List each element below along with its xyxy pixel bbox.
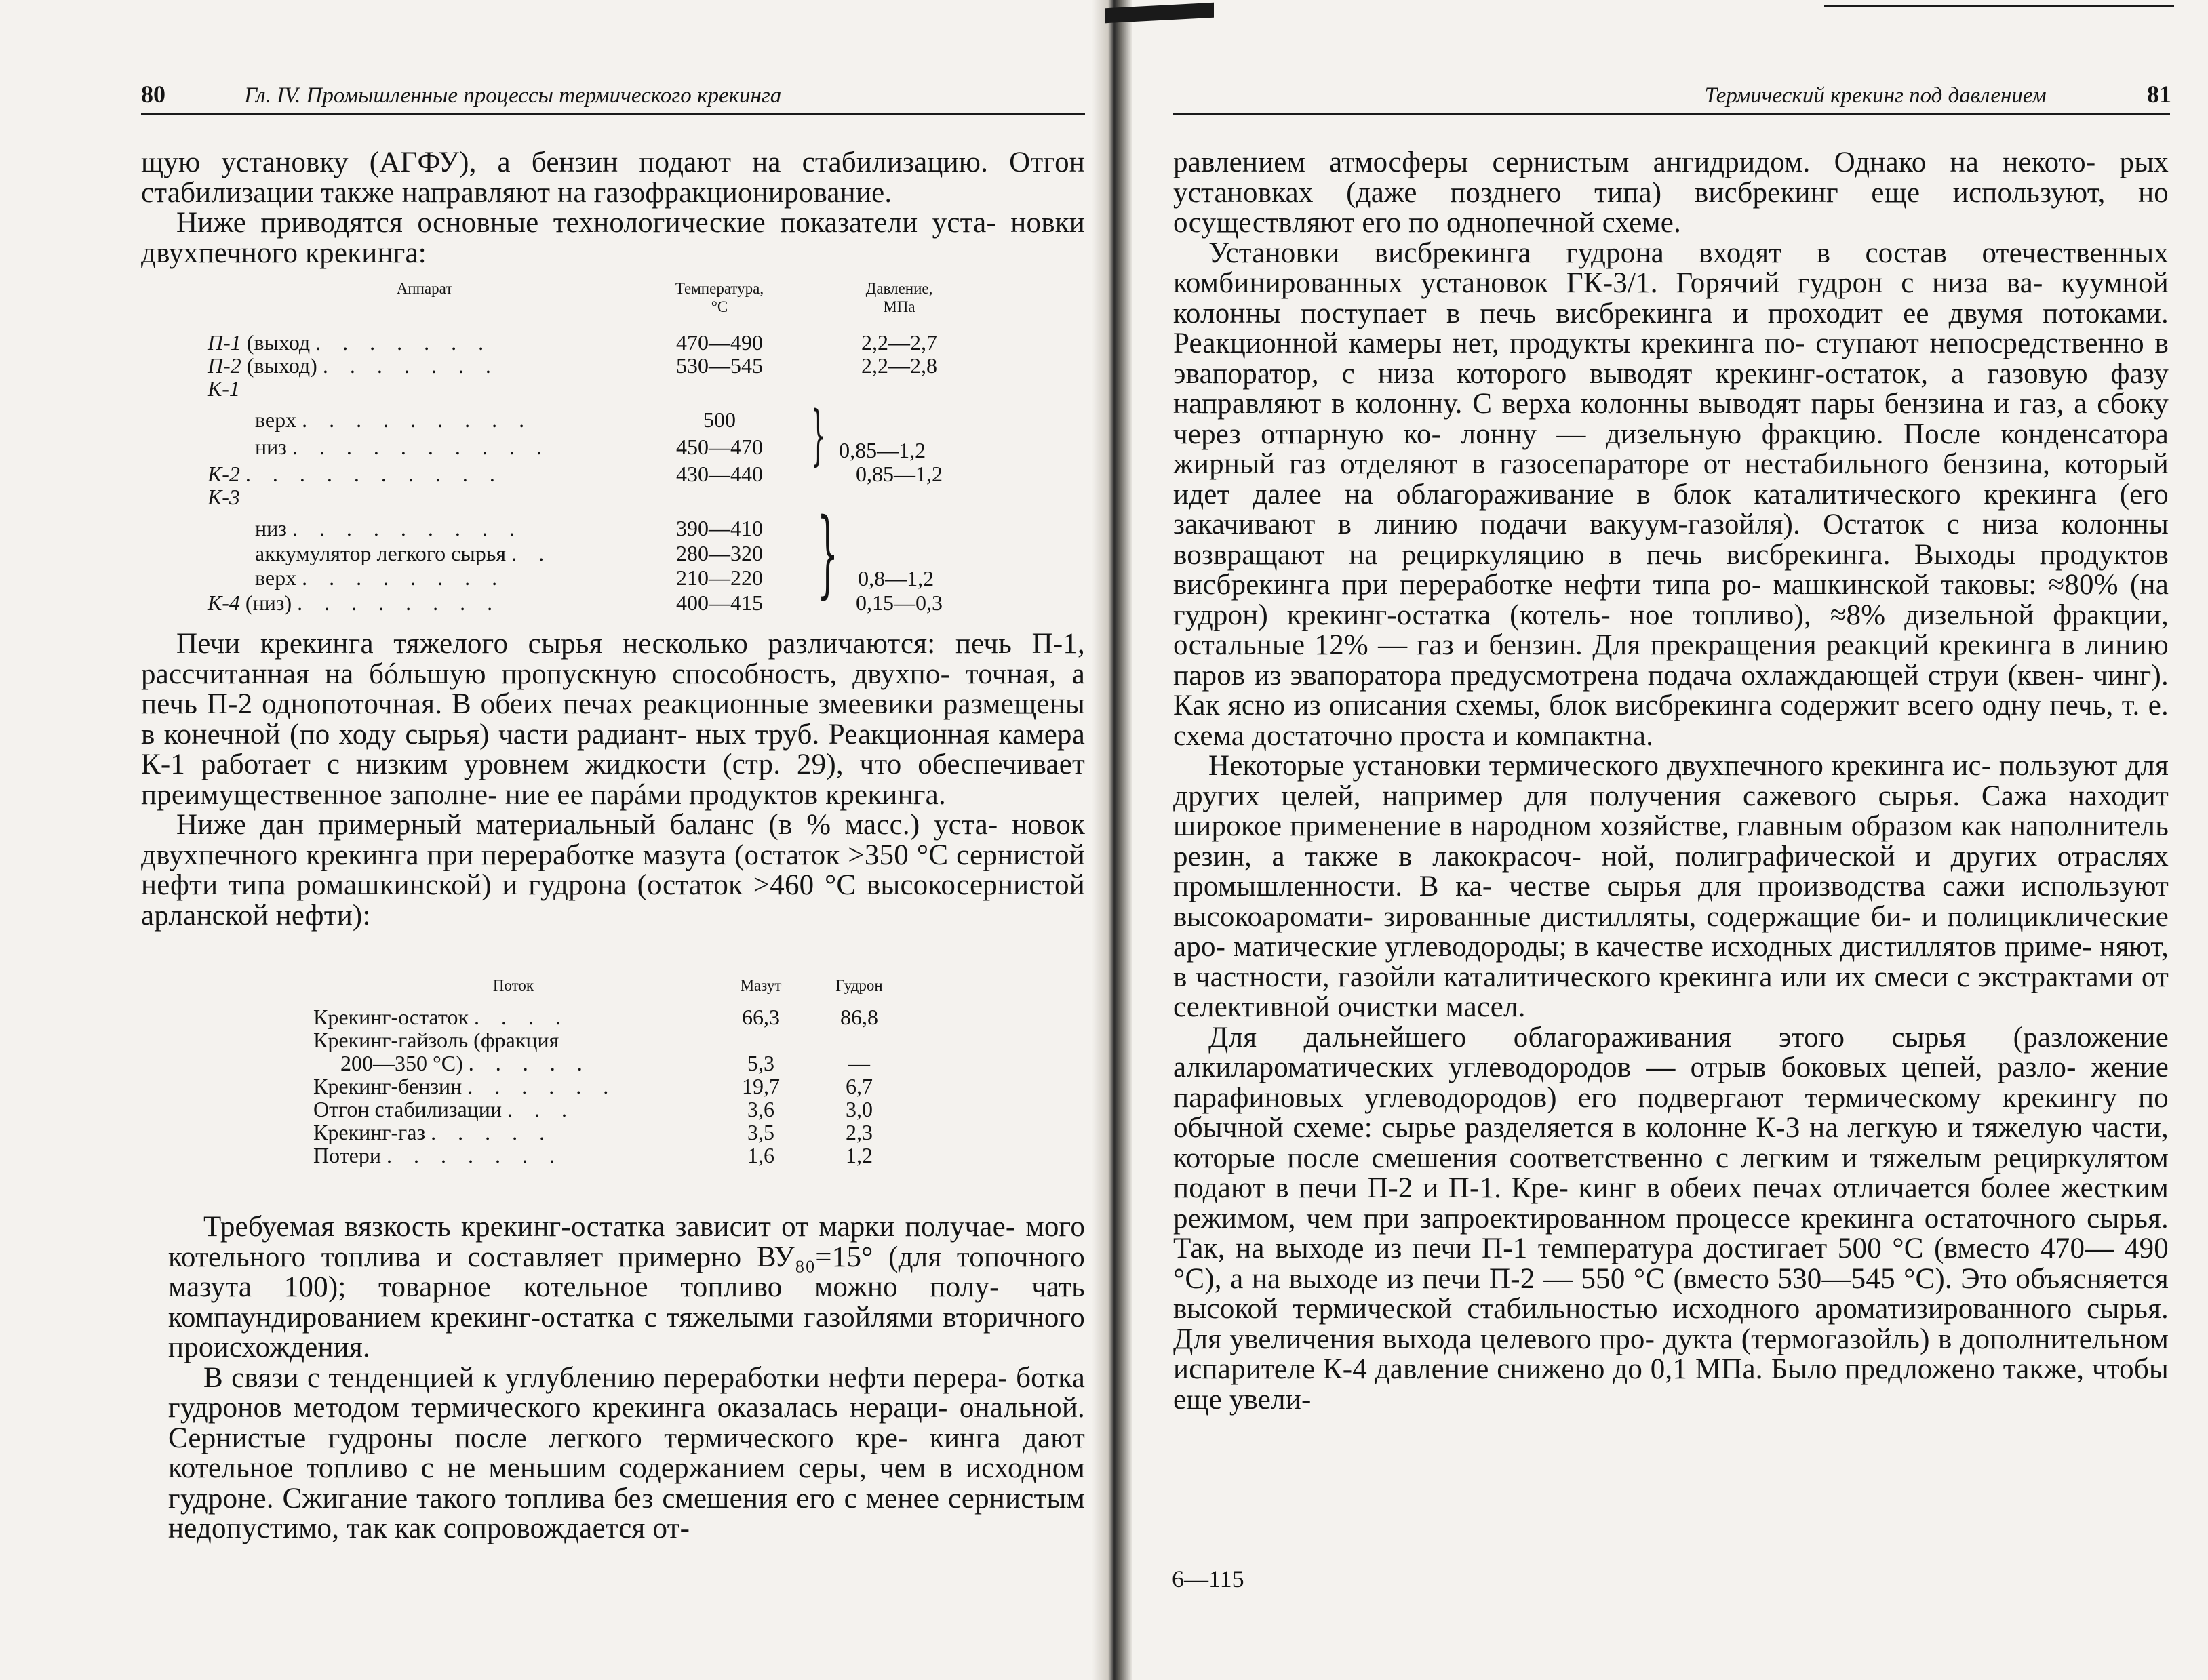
apparatus-code: П-1 (208, 330, 241, 355)
left-header (141, 80, 1084, 108)
gudron-cell: 6,7 (846, 1074, 873, 1098)
text-line: Ниже приводятся основные технологические показатели уста- (176, 207, 996, 239)
text-line: его с менее сернистым недопустимо, так как сопровождается от- (168, 1482, 1085, 1544)
text-line: В связи с тенденцией к углублению переработки нефти перера- (203, 1361, 1008, 1394)
text-line: (его закачивают в линию подачи вакуум-газойля). Остаток с (1173, 478, 2169, 540)
apparatus-code: К-2 (208, 462, 240, 486)
text-line: идет далее на облагораживание в блок каталитического крекинга (1173, 478, 2097, 511)
text-line: 490 °C), а на выходе из печи П-2 — 550 °C (вместо 530—545 °C). (1173, 1233, 2169, 1295)
paragraph (141, 208, 1085, 268)
table-row (208, 408, 1001, 435)
stream-label: Потери (313, 1143, 381, 1167)
col-mazut: Мазут (740, 977, 782, 994)
text-line: новок двухпечного крекинга при переработке мазута (остаток (141, 809, 1085, 871)
text-line: машкинской таковы: ≈80% (на гудрон) крекинг-остатка (котель- (1173, 569, 2169, 631)
mazut-cell: 3,5 (747, 1120, 774, 1144)
text-line: стабилизации также направляют на газофракционирование. (141, 176, 892, 209)
text-line: легкую и тяжелую части, которые после смешения соответственно (1173, 1112, 2169, 1174)
table-row (313, 1121, 910, 1144)
text-line: рых установках (даже позднего типа) висбрекинг еще используют, (1173, 146, 2169, 209)
temp-cell: 400—415 (676, 591, 763, 615)
apparatus-label: (выход) (241, 353, 317, 378)
text-line: но осуществляют его по однопечной схеме. (1173, 176, 2169, 239)
text-line: ботка гудронов методом термического крекинга оказалась нераци- (168, 1361, 1086, 1424)
text-line: комбинированных установок ГК-3/1. Горячий гудрон с низа ва- (1173, 267, 2043, 299)
text-line: пользуют для других целей, например для получения сажевого (1173, 750, 2169, 812)
leader-dots: . . . (507, 1097, 576, 1121)
paragraph (141, 810, 1085, 931)
text-line: ступают непосредственно в эвапоратор, с низа которого выводят (1173, 327, 2169, 390)
temp-cell: 450—470 (676, 435, 763, 459)
mazut-cell: 5,3 (747, 1051, 774, 1075)
table-row (313, 1052, 910, 1075)
text-line: зированные дистилляты, содержащие би- и полициклические аро- (1173, 900, 2169, 963)
running-title: Термический крекинг под давлением (1704, 83, 2047, 108)
stream-label: Крекинг-остаток (313, 1005, 469, 1029)
table-header (208, 279, 1001, 316)
leader-dots: . . . . . . (467, 1074, 617, 1098)
text-line: Некоторые установки термического двухпечного крекинга ис- (1208, 750, 1992, 782)
text-line: точная, а печь П-2 однопоточная. В обеих печах реакционные (141, 658, 1086, 720)
left-text-bottom (168, 1212, 1085, 1544)
table-row (313, 1075, 910, 1098)
table-row (313, 1098, 910, 1121)
apparatus-label: (выход (241, 330, 311, 355)
text-line: алкилароматических углеводородов — отрыв боковых цепей, разло- (1173, 1052, 2076, 1083)
left-text-middle (141, 629, 1085, 931)
mazut-cell: 66,3 (742, 1005, 780, 1029)
text-line: крекинг-остаток, а газовую фазу направляют в колонну. С верха (1173, 357, 2169, 420)
gudron-cell: 1,2 (846, 1143, 873, 1167)
text-line: жидкости (стр. 29), что обеспечивает преимущественное заполне- (141, 748, 1086, 811)
apparatus-code: К-1 (208, 376, 240, 401)
apparatus-label: (низ) (239, 591, 292, 615)
table-row (208, 517, 1001, 542)
leader-dots: . . . . . . . . (297, 591, 501, 615)
stream-label: Крекинг-бензин (313, 1074, 462, 1098)
table-row (313, 1144, 910, 1167)
text-line: щую установку (АГФУ), а бензин подают на стабилизацию. Отгон (141, 146, 1085, 178)
table-row (208, 591, 1001, 614)
page-number: 81 (2147, 81, 2171, 108)
text-line: Ниже дан примерный материальный баланс (в % масс.) уста- (176, 809, 998, 841)
paragraph (1173, 239, 2169, 752)
text-line: сырья. Сажа находит широкое применение в народном хозяйстве, (1173, 780, 2169, 842)
temp-cell: 530—545 (676, 353, 763, 378)
text-line: всего одну печь, т. е. схема достаточно проста и компактна. (1173, 689, 2169, 752)
leader-dots: . . . . . (468, 1051, 591, 1075)
table-row (208, 462, 1001, 485)
text-line: >460 °C высокосернистой арланской нефти): (141, 869, 1086, 932)
pressure-cell: 0,85—1,2 (839, 438, 926, 462)
col-temperature-unit: °C (711, 298, 728, 315)
pressure-cell: 0,85—1,2 (856, 462, 943, 486)
temp-cell: 500 (703, 407, 736, 432)
right-page (1112, 0, 2208, 1680)
paragraph (1173, 148, 2169, 239)
text-line: ние ее парáми продуктов крекинга. (505, 778, 946, 811)
stream-label: Крекинг-газ (313, 1120, 426, 1144)
col-temperature-label: Температура, (675, 280, 764, 297)
text-line: низа колонны возвращают на рециркуляцию в печь висбрекинга. (1173, 508, 2169, 571)
leader-dots: . . . . . . . (322, 353, 499, 378)
header-rule (141, 113, 1085, 115)
col-gudron: Гудрон (835, 977, 883, 994)
mazut-cell: 3,6 (747, 1097, 774, 1121)
text-line: отделяют в газосепараторе от нестабильного бензина, который (1340, 448, 2169, 480)
header-rule (1173, 113, 2170, 115)
text-line: мого котельного топлива и составляет примерно ВУ₈₀=15° (для (168, 1211, 1086, 1273)
table-header (313, 976, 910, 995)
text-line: двумя потоками. Реакционной камеры нет, продукты крекинга по- (1173, 297, 2169, 359)
temp-cell: 280—320 (676, 540, 763, 565)
running-title: Гл. IV. Промышленные процессы термического крекинга (244, 83, 782, 108)
text-line: Выходы продуктов висбрекинга при переработке нефти типа ро- (1173, 538, 2169, 601)
text-line: кинга дают котельное топливо с не меньшим содержанием серы, (168, 1422, 1086, 1484)
leader-dots: . . (511, 540, 553, 565)
col-pressure-label: Давление, (865, 280, 933, 297)
text-line: лонну — дизельную фракцию. После конденсатора жирный газ (1173, 418, 2169, 480)
text-line: Для дальнейшего облагораживания этого сырья (разложение (1208, 1021, 2169, 1054)
temp-cell: 470—490 (676, 330, 763, 355)
text-line: выходе из печи П-1 температура достигает 500 °C (вместо 470— (1275, 1233, 2114, 1264)
paragraph (1173, 751, 2169, 1023)
leader-dots: . . . . . . . . . . (292, 435, 550, 459)
gudron-cell: 2,3 (846, 1120, 873, 1144)
mazut-cell: 19,7 (742, 1074, 780, 1098)
text-line: с экстрактами от селективной очистки масел. (1173, 961, 2169, 1023)
col-temperature (642, 279, 797, 316)
paragraph (141, 148, 1085, 208)
table-row (313, 1028, 910, 1052)
text-line: жение парафиновых углеводородов) его подвергают термическому (1173, 1052, 2169, 1114)
text-line: ароматизированного сырья. Для увеличения выхода целевого про- (1173, 1293, 2169, 1355)
paragraph (1173, 1023, 2169, 1416)
apparatus-code: К-3 (208, 485, 240, 509)
text-line: снижено до 0,1 МПа. Было предложено также, чтобы еще увели- (1173, 1353, 2169, 1416)
pressure-cell: 2,2—2,7 (861, 330, 937, 355)
text-line: запроектированном процессе крекинга остаточного сырья. Так, на (1173, 1202, 2169, 1264)
text-line: крекингу по обычной схеме: сырье разделяется в колонне К-3 на (1173, 1081, 2169, 1144)
text-line: дукта (термогазойль) в дополнительном испарителе К-4 давление (1173, 1323, 2169, 1385)
apparatus-label: верх (255, 565, 297, 591)
pressure-cell: 2,2—2,8 (861, 353, 937, 378)
text-line: Это объясняется высокой термической стабильностью исходного (1173, 1262, 2169, 1325)
text-line: чать компаундированием крекинг-остатка с тяжелыми газойлями (168, 1271, 1085, 1334)
text-line: с легким и тяжелым рециркулятом подают в печи П-2 и П-1. Кре- (1173, 1142, 2169, 1204)
brace-mark: } (816, 498, 839, 609)
text-line: равлением атмосферы сернистым ангидридом. Однако на некото- (1173, 146, 2096, 178)
text-line: ное топливо), ≈8% дизельной фракции, остальные 12% — газ и (1173, 599, 2169, 661)
text-line: П-1, рассчитанная на бóльшую пропускную способность, двухпо- (141, 628, 1086, 690)
text-line: чинг). Как ясно из описания схемы, блок висбрекинга содержит (1173, 659, 2169, 721)
text-line: честве сырья для производства сажи используют высокоаромати- (1173, 871, 2169, 933)
printer-signature: 6—115 (1172, 1565, 1244, 1593)
apparatus-label: аккумулятор легкого сырья (255, 540, 507, 565)
table-row (208, 354, 1001, 377)
gudron-cell: — (848, 1051, 870, 1075)
table-row (208, 377, 1001, 400)
left-text-top (141, 148, 1085, 268)
temp-cell: 210—220 (676, 565, 763, 591)
text-line: новки двухпечного крекинга: (141, 207, 1086, 269)
text-line: главным образом как наполнитель резин, а также в лакокрасоч- (1173, 810, 2169, 873)
mazut-cell: 1,6 (747, 1143, 774, 1167)
col-apparatus: Аппарат (396, 280, 453, 297)
leader-dots: . . . . . . . . . . (245, 462, 503, 486)
top-edge-rule (1824, 5, 2174, 7)
text-line: куумной колонны поступает в печь висбрекинга и проходит ее (1173, 267, 2169, 329)
col-stream: Поток (492, 977, 534, 994)
parameters-table (208, 279, 1001, 614)
brace-mark: } (810, 397, 826, 473)
leader-dots: . . . . (473, 1005, 569, 1029)
right-header (1581, 80, 2171, 108)
text-line: няют, в частности, газойли каталитического крекинга или их смеси (1173, 931, 2169, 993)
paragraph (141, 629, 1085, 810)
table-row (208, 485, 1001, 508)
leader-dots: . . . . . . . (387, 1143, 563, 1167)
table-row (313, 1005, 910, 1028)
text-line: ональной. Сернистые гудроны после легкого термического кре- (168, 1392, 1085, 1454)
text-line: бензин. Для прекращения реакций крекинга в линию паров из (1173, 629, 2169, 692)
page-number: 80 (141, 81, 165, 108)
paragraph (168, 1363, 1085, 1544)
text-line: змеевики размещены в конечной (по ходу сырья) части радиант- (141, 688, 1085, 751)
right-text (1173, 148, 2169, 1415)
gudron-cell: 86,8 (840, 1005, 878, 1029)
leader-dots: . . . . . . . . . (302, 407, 533, 432)
text-line: топочного мазута 100); товарное котельное топливо можно полу- (168, 1241, 1085, 1303)
text-line: вторичного происхождения. (168, 1301, 1085, 1363)
col-pressure (797, 279, 1001, 316)
text-line: колонны выводят пары бензина и газ, а сбоку через отпарную ко- (1173, 388, 2169, 450)
leader-dots: . . . . . . . (315, 330, 492, 355)
leader-dots: . . . . . . . . . (292, 516, 523, 540)
text-line: Требуемая вязкость крекинг-остатка зависит от марки получае- (203, 1211, 1016, 1243)
gudron-cell: 3,0 (846, 1097, 873, 1121)
text-line: >350 °C сернистой нефти типа ромашкинской) и гудрона (остаток (141, 839, 1085, 901)
table-row (208, 331, 1001, 354)
text-line: Печи крекинга тяжелого сырья несколько различаются: печь (176, 628, 1012, 660)
text-line: Установки висбрекинга гудрона входят в состав отечественных (1208, 237, 2169, 269)
temp-cell: 390—410 (676, 516, 763, 540)
text-line: матические углеводороды; в качестве исходных дистиллятов приме- (1233, 931, 2092, 963)
text-line: ных труб. Реакционная камера К-1 работает с низким уровнем (141, 718, 1086, 780)
text-line: кинг в обеих печах отличается более жестким режимом, чем при (1173, 1172, 2169, 1235)
apparatus-label: низ (255, 516, 287, 540)
apparatus-code: К-4 (208, 591, 240, 615)
temp-cell: 430—440 (676, 462, 763, 486)
stream-label: Отгон стабилизации (313, 1097, 502, 1121)
apparatus-code: П-2 (208, 353, 241, 378)
material-balance-table (313, 976, 910, 1167)
pressure-cell: 0,15—0,3 (856, 591, 943, 615)
text-line: ной, полиграфической и других отраслях промышленности. В ка- (1173, 840, 2169, 902)
stream-label: 200—350 °C) (340, 1051, 463, 1075)
col-pressure-unit: МПа (883, 298, 915, 315)
apparatus-label: низ (255, 435, 287, 459)
text-line: чем в исходном гудроне. Сжигание такого топлива без смешения (168, 1452, 1085, 1515)
apparatus-label: верх (255, 407, 297, 432)
leader-dots: . . . . . . . . (302, 565, 506, 591)
k1-pressure-cell (797, 397, 1001, 473)
stream-label: Крекинг-гайзоль (фракция (313, 1028, 559, 1052)
text-line: эвапоратора предусмотрена подача охлаждающей струи (квен- (1290, 659, 2085, 692)
paragraph (168, 1212, 1085, 1363)
pressure-cell: 0,8—1,2 (858, 566, 934, 591)
leader-dots: . . . . . (431, 1120, 553, 1144)
